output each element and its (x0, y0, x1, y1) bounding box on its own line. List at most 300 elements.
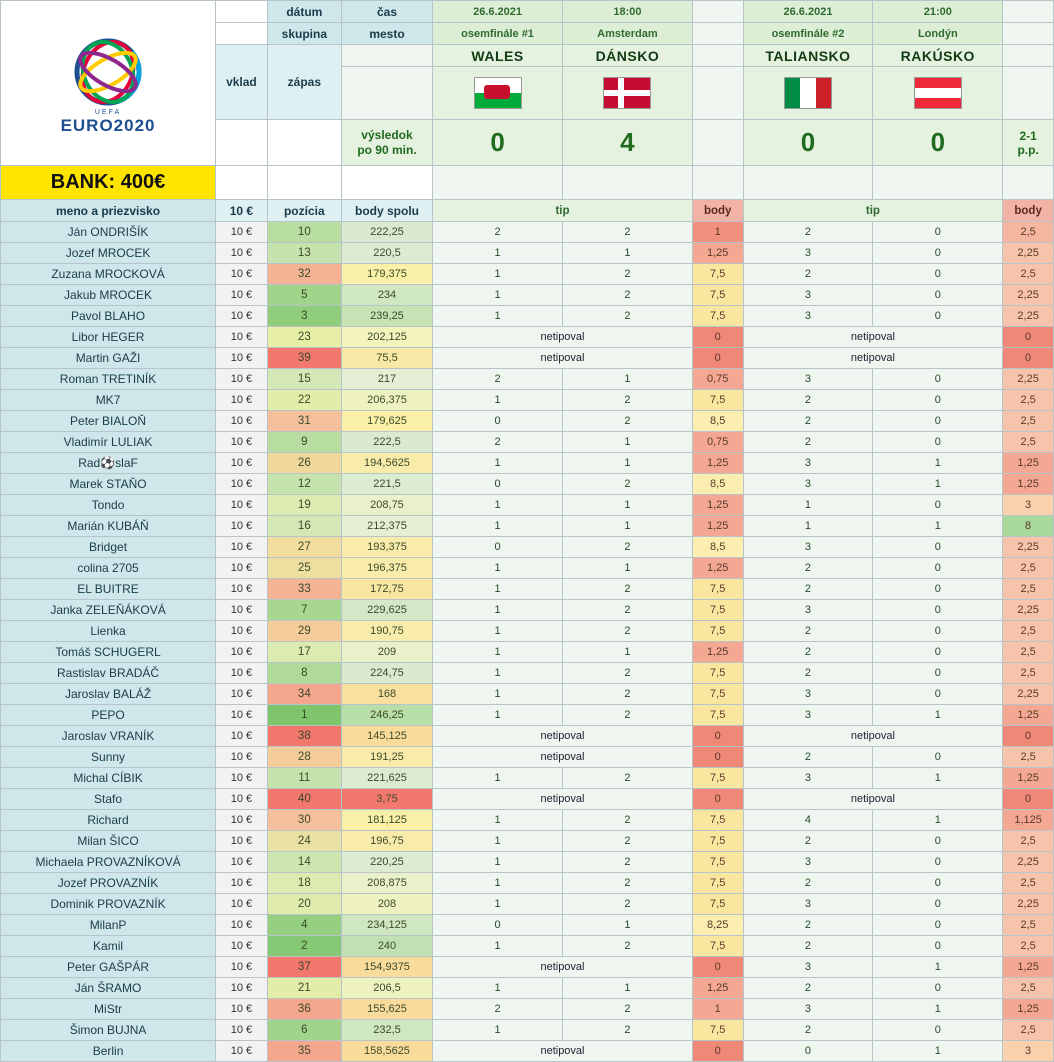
player-name: colina 2705 (1, 558, 216, 579)
player-stake: 10 € (216, 558, 268, 579)
match2-tip-home: 2 (743, 1020, 873, 1041)
header-vysledok-line2: po 90 min. (357, 142, 417, 157)
player-total-points: 220,5 (341, 243, 432, 264)
player-position: 3 (267, 306, 341, 327)
match2-tip-home: 2 (743, 558, 873, 579)
match2-no-tip: netipoval (743, 348, 1003, 369)
match1-tip-away: 2 (562, 1020, 692, 1041)
player-name: Tondo (1, 495, 216, 516)
player-name: Vladimír LULIAK (1, 432, 216, 453)
player-name: MilanP (1, 915, 216, 936)
match2-tip-away: 0 (873, 390, 1003, 411)
player-name: Bridget (1, 537, 216, 558)
match2-date: 26.6.2021 (743, 1, 873, 23)
table-row (1, 747, 1054, 768)
match1-points: 7,5 (692, 285, 743, 306)
match2-points: 2,25 (1003, 684, 1054, 705)
player-total-points: 196,75 (341, 831, 432, 852)
match1-points: 7,5 (692, 684, 743, 705)
player-total-points: 220,25 (341, 852, 432, 873)
match1-points: 7,5 (692, 768, 743, 789)
match1-points: 7,5 (692, 1020, 743, 1041)
match2-no-tip: netipoval (743, 789, 1003, 810)
player-stake: 10 € (216, 663, 268, 684)
match2-tip-home: 2 (743, 621, 873, 642)
player-position: 40 (267, 789, 341, 810)
match2-points: 1,25 (1003, 768, 1054, 789)
match2-round: osemfinále #2 (743, 23, 873, 45)
match2-tip-home: 3 (743, 768, 873, 789)
spacer-cell (562, 166, 692, 200)
match1-home-team: WALES (433, 45, 563, 67)
player-name: Janka ZELEŇÁKOVÁ (1, 600, 216, 621)
match1-tip-home: 2 (433, 432, 563, 453)
match1-tip-home: 1 (433, 894, 563, 915)
match2-tip-away: 1 (873, 768, 1003, 789)
match2-tip-away: 0 (873, 978, 1003, 999)
match1-tip-away: 2 (562, 474, 692, 495)
match1-tip-away: 2 (562, 852, 692, 873)
match1-points: 0 (692, 747, 743, 768)
match1-points: 8,5 (692, 474, 743, 495)
match2-tip-away: 0 (873, 306, 1003, 327)
player-stake: 10 € (216, 1020, 268, 1041)
match1-points: 8,25 (692, 915, 743, 936)
match1-tip-home: 1 (433, 873, 563, 894)
player-position: 20 (267, 894, 341, 915)
player-name: Roman TRETINÍK (1, 369, 216, 390)
match2-tip-away: 0 (873, 243, 1003, 264)
player-name: Marek STAŇO (1, 474, 216, 495)
spacer-cell (1003, 67, 1054, 120)
match1-city: Amsterdam (562, 23, 692, 45)
spacer-cell (433, 166, 563, 200)
match1-tip-away: 2 (562, 936, 692, 957)
match2-tip-away: 1 (873, 453, 1003, 474)
match1-time: 18:00 (562, 1, 692, 23)
table-row (1, 852, 1054, 873)
player-stake: 10 € (216, 810, 268, 831)
match1-points: 1,25 (692, 243, 743, 264)
table-row (1, 390, 1054, 411)
match1-points: 7,5 (692, 705, 743, 726)
blank-cell (341, 166, 432, 200)
player-total-points: 222,5 (341, 432, 432, 453)
match1-tip-away: 1 (562, 978, 692, 999)
match2-tip-home: 3 (743, 453, 873, 474)
match2-tip-away: 0 (873, 369, 1003, 390)
match2-tip-home: 2 (743, 411, 873, 432)
table-row (1, 705, 1054, 726)
spacer-cell (1003, 166, 1054, 200)
match2-no-tip: netipoval (743, 726, 1003, 747)
match1-no-tip: netipoval (433, 327, 693, 348)
match1-no-tip: netipoval (433, 726, 693, 747)
player-name: Jakub MROCEK (1, 285, 216, 306)
match2-tip-home: 2 (743, 915, 873, 936)
match1-tip-away: 1 (562, 516, 692, 537)
match1-tip-home: 1 (433, 663, 563, 684)
match1-tip-away: 2 (562, 621, 692, 642)
match2-tip-home: 2 (743, 642, 873, 663)
match1-tip-away: 2 (562, 663, 692, 684)
match1-tip-home: 1 (433, 621, 563, 642)
table-row (1, 810, 1054, 831)
table-row (1, 432, 1054, 453)
player-position: 5 (267, 285, 341, 306)
player-position: 33 (267, 579, 341, 600)
match1-no-tip: netipoval (433, 789, 693, 810)
match2-tip-away: 0 (873, 411, 1003, 432)
table-row (1, 894, 1054, 915)
player-position: 28 (267, 747, 341, 768)
match2-points: 2,5 (1003, 558, 1054, 579)
match2-tip-home: 1 (743, 516, 873, 537)
table-row (1, 516, 1054, 537)
match2-tip-away: 1 (873, 1041, 1003, 1062)
match1-tip-home: 1 (433, 978, 563, 999)
player-position: 26 (267, 453, 341, 474)
match2-tip-away: 1 (873, 999, 1003, 1020)
player-name: Sunny (1, 747, 216, 768)
player-total-points: 208,875 (341, 873, 432, 894)
player-total-points: 202,125 (341, 327, 432, 348)
match2-tip-away: 0 (873, 432, 1003, 453)
player-position: 6 (267, 1020, 341, 1041)
match2-away-team: RAKÚSKO (873, 45, 1003, 67)
player-total-points: 154,9375 (341, 957, 432, 978)
player-stake: 10 € (216, 222, 268, 243)
table-row (1, 1020, 1054, 1041)
match1-tip-away: 2 (562, 999, 692, 1020)
match2-tip-away: 0 (873, 222, 1003, 243)
match2-points: 0 (1003, 789, 1054, 810)
match2-points: 2,25 (1003, 243, 1054, 264)
match1-points: 0 (692, 957, 743, 978)
player-stake: 10 € (216, 369, 268, 390)
player-position: 31 (267, 411, 341, 432)
match1-tip-away: 1 (562, 642, 692, 663)
flag-italy (743, 67, 873, 120)
header-skupina: skupina (267, 23, 341, 45)
player-total-points: 234 (341, 285, 432, 306)
player-total-points: 155,625 (341, 999, 432, 1020)
wales-flag-icon (474, 77, 522, 109)
player-position: 29 (267, 621, 341, 642)
player-position: 7 (267, 600, 341, 621)
player-stake: 10 € (216, 768, 268, 789)
match2-tip-home: 3 (743, 243, 873, 264)
table-row (1, 474, 1054, 495)
player-total-points: 181,125 (341, 810, 432, 831)
player-name: Martin GAŽI (1, 348, 216, 369)
match1-tip-home: 1 (433, 243, 563, 264)
spacer-cell (1003, 1, 1054, 23)
table-row (1, 621, 1054, 642)
match2-tip-home: 3 (743, 894, 873, 915)
match2-note-label: p.p. (1017, 142, 1039, 157)
player-stake: 10 € (216, 1041, 268, 1062)
player-total-points: 222,25 (341, 222, 432, 243)
header-pozicia: pozícia (267, 200, 341, 222)
match1-points: 7,5 (692, 873, 743, 894)
spacer-cell (1003, 45, 1054, 67)
match1-tip-home: 1 (433, 1020, 563, 1041)
player-total-points: 221,5 (341, 474, 432, 495)
match2-tip-home: 3 (743, 852, 873, 873)
match2-tip-home: 3 (743, 285, 873, 306)
player-position: 4 (267, 915, 341, 936)
spacer-cell (1003, 23, 1054, 45)
player-total-points: 191,25 (341, 747, 432, 768)
match1-points: 1,25 (692, 453, 743, 474)
player-position: 1 (267, 705, 341, 726)
match1-tip-away: 2 (562, 705, 692, 726)
header-tip-match2: tip (743, 200, 1003, 222)
match1-tip-home: 2 (433, 222, 563, 243)
match2-points: 1,25 (1003, 705, 1054, 726)
header-zapas: zápas (267, 45, 341, 120)
player-position: 10 (267, 222, 341, 243)
match1-points: 1,25 (692, 495, 743, 516)
player-stake: 10 € (216, 621, 268, 642)
austria-flag-icon (914, 77, 962, 109)
match1-points: 0 (692, 348, 743, 369)
player-name: Libor HEGER (1, 327, 216, 348)
match1-points: 7,5 (692, 663, 743, 684)
match1-tip-away: 2 (562, 768, 692, 789)
player-stake: 10 € (216, 537, 268, 558)
player-total-points: 208 (341, 894, 432, 915)
match1-tip-home: 1 (433, 390, 563, 411)
player-stake: 10 € (216, 936, 268, 957)
player-stake: 10 € (216, 957, 268, 978)
player-total-points: 224,75 (341, 663, 432, 684)
match1-points: 0 (692, 726, 743, 747)
player-total-points: 3,75 (341, 789, 432, 810)
table-row (1, 663, 1054, 684)
match2-tip-home: 3 (743, 999, 873, 1020)
player-stake: 10 € (216, 390, 268, 411)
player-total-points: 217 (341, 369, 432, 390)
spacer-cell (743, 166, 873, 200)
player-stake: 10 € (216, 453, 268, 474)
table-row (1, 348, 1054, 369)
player-position: 8 (267, 663, 341, 684)
header-cas: čas (341, 1, 432, 23)
match1-tip-home: 1 (433, 285, 563, 306)
player-name: Michal CÍBIK (1, 768, 216, 789)
header-vysledok (341, 120, 432, 166)
header-vklad: vklad (216, 45, 268, 120)
player-name: Ján ŠRAMO (1, 978, 216, 999)
match1-tip-away: 2 (562, 222, 692, 243)
player-stake: 10 € (216, 243, 268, 264)
match2-no-tip: netipoval (743, 327, 1003, 348)
match2-tip-away: 0 (873, 915, 1003, 936)
match1-home-score: 0 (433, 120, 563, 166)
spacer-cell (341, 67, 432, 120)
match2-points: 2,5 (1003, 873, 1054, 894)
italy-flag-icon (784, 77, 832, 109)
match2-points: 2,5 (1003, 936, 1054, 957)
match1-tip-away: 2 (562, 306, 692, 327)
table-row (1, 999, 1054, 1020)
match2-home-score: 0 (743, 120, 873, 166)
match2-tip-away: 0 (873, 873, 1003, 894)
player-total-points: 194,5625 (341, 453, 432, 474)
player-stake: 10 € (216, 327, 268, 348)
spacer-cell (692, 45, 743, 67)
header-datum: dátum (267, 1, 341, 23)
match2-points: 2,5 (1003, 663, 1054, 684)
match2-points: 2,25 (1003, 600, 1054, 621)
match2-tip-home: 2 (743, 579, 873, 600)
blank-cell (267, 120, 341, 166)
player-position: 15 (267, 369, 341, 390)
match2-tip-away: 0 (873, 663, 1003, 684)
match2-points: 1,25 (1003, 957, 1054, 978)
match1-tip-home: 0 (433, 537, 563, 558)
match2-tip-home: 2 (743, 222, 873, 243)
euro2020-logo-icon (33, 36, 183, 135)
player-total-points: 212,375 (341, 516, 432, 537)
player-stake: 10 € (216, 432, 268, 453)
player-total-points: 179,625 (341, 411, 432, 432)
match1-tip-away: 1 (562, 243, 692, 264)
player-name: Jaroslav VRANÍK (1, 726, 216, 747)
spacer-cell (692, 1, 743, 23)
match1-tip-away: 2 (562, 684, 692, 705)
player-position: 13 (267, 243, 341, 264)
match2-tip-away: 0 (873, 1020, 1003, 1041)
header-body-match1: body (692, 200, 743, 222)
player-total-points: 209 (341, 642, 432, 663)
player-position: 30 (267, 810, 341, 831)
match2-tip-away: 0 (873, 558, 1003, 579)
match2-tip-home: 4 (743, 810, 873, 831)
player-position: 24 (267, 831, 341, 852)
player-position: 2 (267, 936, 341, 957)
match1-tip-home: 0 (433, 915, 563, 936)
match2-points: 1,25 (1003, 999, 1054, 1020)
table-row (1, 642, 1054, 663)
match1-points: 7,5 (692, 936, 743, 957)
match1-points: 0 (692, 789, 743, 810)
player-total-points: 234,125 (341, 915, 432, 936)
player-stake: 10 € (216, 348, 268, 369)
match1-points: 7,5 (692, 264, 743, 285)
match1-tip-away: 1 (562, 495, 692, 516)
header-meno: meno a priezvisko (1, 200, 216, 222)
player-total-points: 75,5 (341, 348, 432, 369)
player-total-points: 206,375 (341, 390, 432, 411)
player-stake: 10 € (216, 999, 268, 1020)
match2-tip-home: 3 (743, 684, 873, 705)
match1-away-score: 4 (562, 120, 692, 166)
player-position: 27 (267, 537, 341, 558)
match1-tip-home: 1 (433, 831, 563, 852)
player-total-points: 190,75 (341, 621, 432, 642)
match2-city: Londýn (873, 23, 1003, 45)
player-name: Michaela PROVAZNÍKOVÁ (1, 852, 216, 873)
player-position: 32 (267, 264, 341, 285)
match1-tip-home: 1 (433, 852, 563, 873)
player-stake: 10 € (216, 684, 268, 705)
match2-points: 1,25 (1003, 453, 1054, 474)
match1-date: 26.6.2021 (433, 1, 563, 23)
spacer-cell (692, 67, 743, 120)
match2-points: 2,5 (1003, 411, 1054, 432)
match1-tip-away: 2 (562, 873, 692, 894)
match1-tip-home: 1 (433, 306, 563, 327)
player-stake: 10 € (216, 306, 268, 327)
player-name: Pavol BLAHO (1, 306, 216, 327)
match1-tip-away: 2 (562, 894, 692, 915)
player-stake: 10 € (216, 285, 268, 306)
header-body-spolu: body spolu (341, 200, 432, 222)
player-stake: 10 € (216, 831, 268, 852)
match1-tip-away: 2 (562, 390, 692, 411)
player-position: 34 (267, 684, 341, 705)
match1-points: 8,5 (692, 411, 743, 432)
player-position: 19 (267, 495, 341, 516)
table-row (1, 726, 1054, 747)
match1-tip-away: 2 (562, 831, 692, 852)
table-row (1, 453, 1054, 474)
match2-home-team: TALIANSKO (743, 45, 873, 67)
player-name: Zuzana MROCKOVÁ (1, 264, 216, 285)
match2-points: 0 (1003, 327, 1054, 348)
table-row (1, 579, 1054, 600)
match2-tip-home: 2 (743, 978, 873, 999)
match1-tip-away: 1 (562, 453, 692, 474)
match2-points: 2,5 (1003, 264, 1054, 285)
player-name: PEPO (1, 705, 216, 726)
player-position: 36 (267, 999, 341, 1020)
player-stake: 10 € (216, 852, 268, 873)
match2-note-score: 2-1 (1019, 128, 1037, 143)
player-position: 23 (267, 327, 341, 348)
match2-points: 2,5 (1003, 621, 1054, 642)
table-row (1, 327, 1054, 348)
player-name: Peter GAŠPÁR (1, 957, 216, 978)
euro2020-label: EURO2020 (60, 116, 156, 135)
match1-points: 1,25 (692, 516, 743, 537)
player-position: 35 (267, 1041, 341, 1062)
match1-points: 7,5 (692, 852, 743, 873)
match2-tip-away: 0 (873, 642, 1003, 663)
player-stake: 10 € (216, 747, 268, 768)
match2-points: 3 (1003, 1041, 1054, 1062)
player-stake: 10 € (216, 789, 268, 810)
table-row (1, 243, 1054, 264)
match1-points: 7,5 (692, 600, 743, 621)
spacer-cell (692, 120, 743, 166)
blank-cell (216, 166, 268, 200)
player-total-points: 232,5 (341, 1020, 432, 1041)
match2-tip-away: 0 (873, 747, 1003, 768)
player-rows (1, 222, 1054, 1062)
match1-tip-away: 2 (562, 411, 692, 432)
flag-austria (873, 67, 1003, 120)
blank-cell (216, 1, 268, 23)
match1-tip-home: 1 (433, 642, 563, 663)
player-stake: 10 € (216, 495, 268, 516)
player-stake: 10 € (216, 894, 268, 915)
match2-tip-away: 0 (873, 579, 1003, 600)
match2-tip-home: 2 (743, 432, 873, 453)
